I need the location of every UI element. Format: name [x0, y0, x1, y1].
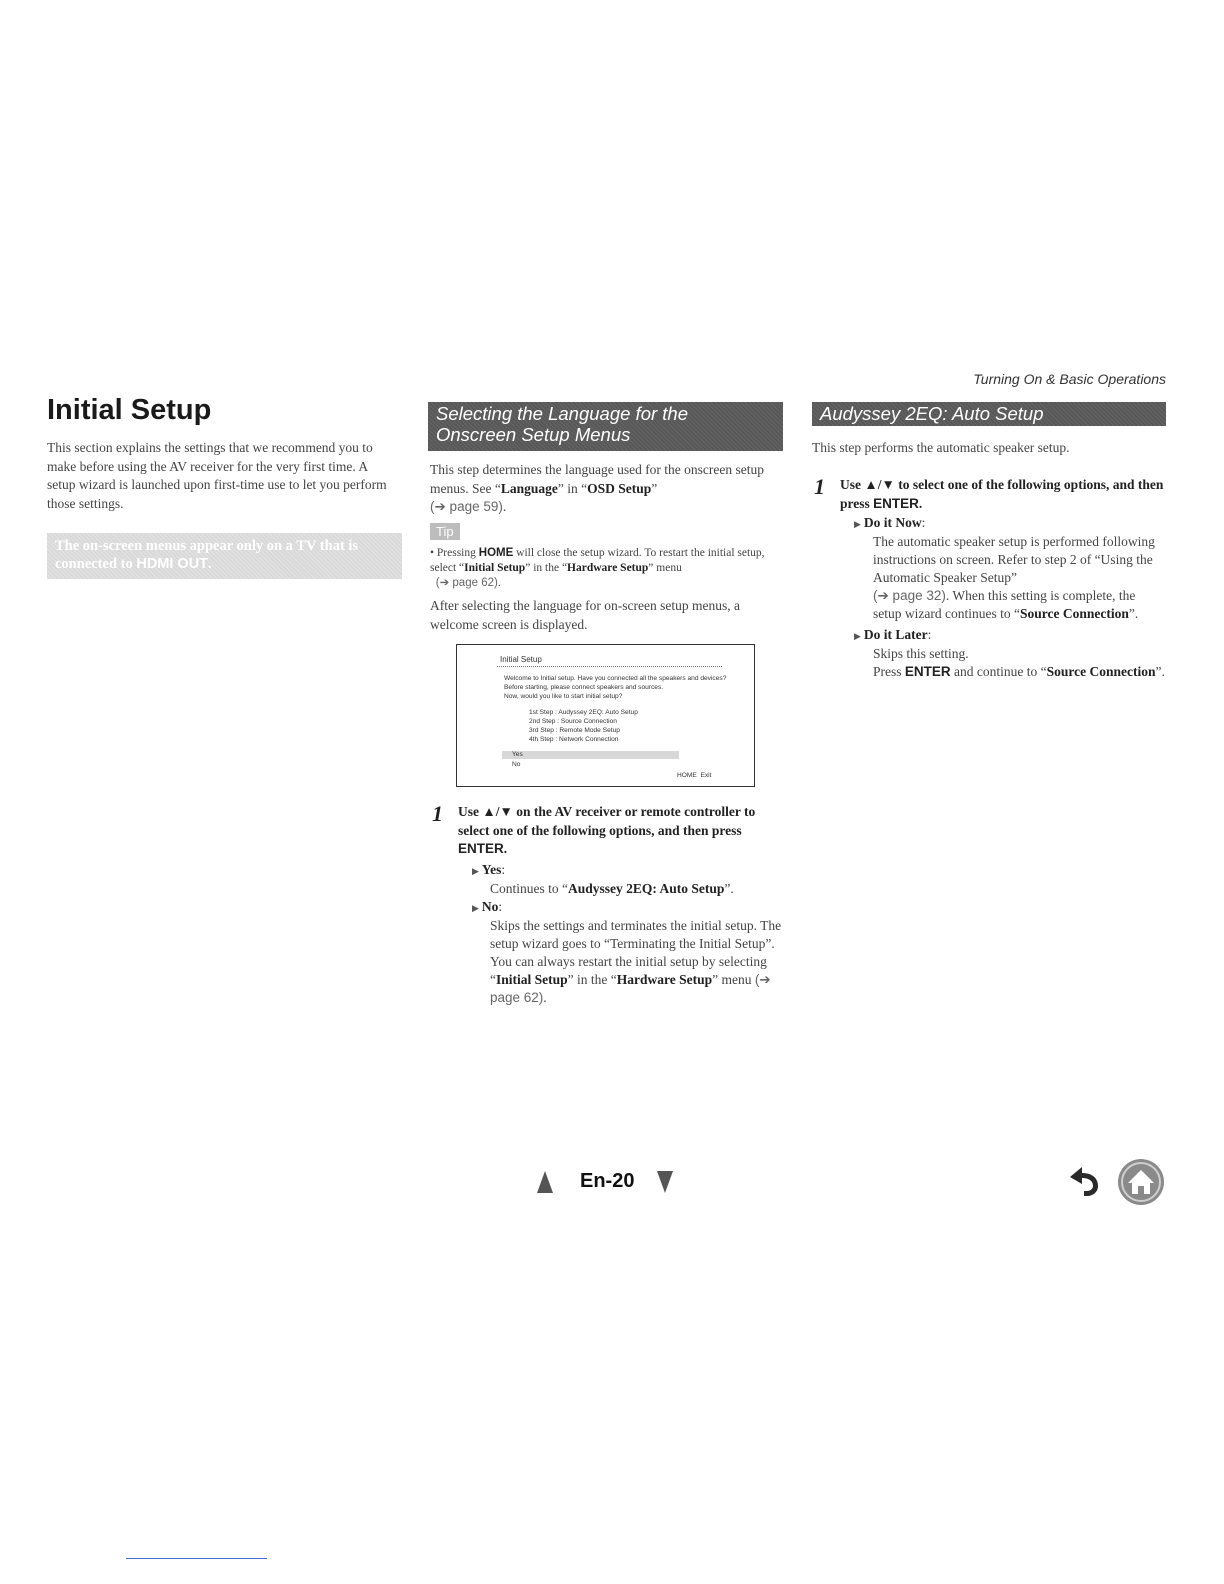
page-title: Initial Setup	[47, 394, 212, 426]
audyssey-paragraph: This step performs the automatic speaker setup.	[812, 440, 1070, 455]
step-instruction-audyssey: Use ▲/▼ to select one of the following options, and then press ENTER.	[840, 477, 1164, 511]
back-icon[interactable]	[1064, 1164, 1104, 1198]
screen-title: Initial Setup	[500, 655, 542, 664]
footnote-rule	[126, 1558, 267, 1559]
screen-option-no[interactable]: No	[512, 761, 521, 768]
intro-paragraph: This section explains the settings that we recommend you to make before using the AV receiver for the very first time. A setup wizard is launched upon first-time use to let you perform those settings.	[47, 440, 387, 511]
note-box: The on-screen menus appear only on a TV that is connected to HDMI OUT.	[47, 533, 402, 579]
screen-footer: HOME Exit	[677, 772, 712, 779]
step-number-audyssey: 1	[814, 474, 825, 499]
previous-page-arrow-icon[interactable]	[537, 1171, 553, 1193]
page-link-62[interactable]: (➔ page 62)	[490, 972, 771, 1005]
page-link-32[interactable]: (➔ page 32)	[873, 588, 946, 603]
page-link-59[interactable]: (➔ page 59)	[430, 499, 503, 514]
triangle-icon: ▶	[854, 631, 861, 641]
triangle-icon: ▶	[472, 866, 479, 876]
home-icon[interactable]	[1116, 1157, 1166, 1207]
section-heading-audyssey: Audyssey 2EQ: Auto Setup	[812, 402, 1166, 426]
triangle-icon: ▶	[472, 903, 479, 913]
note-highlight: HDMI OUT	[136, 556, 209, 572]
welcome-paragraph: After selecting the language for on-screen setup menus, a welcome screen is displayed.	[430, 598, 741, 632]
triangle-icon: ▶	[854, 519, 861, 529]
section-heading-language: Selecting the Language for the Onscreen Setup Menus	[428, 402, 783, 451]
note-text: The on-screen menus appear only on a TV that is connected to	[55, 538, 359, 572]
tip-label: Tip	[430, 523, 460, 540]
next-page-arrow-icon[interactable]	[657, 1171, 673, 1193]
welcome-screen: Initial Setup Welcome to Initial setup. Have you connected all the speakers and devices? Before starting, please connect speakers and sources. Now, would you like to start initial setup? 1st Step : Audyssey 2EQ: Auto Setup 2nd Step : Source Connection 3rd Step : Remote Mode Setup 4th Step : Network Connection Yes No HOME Exit	[456, 644, 755, 787]
option-no: ▶ No: Skips the settings and terminates the initial setup. The setup wizard goes to “Terminating the Initial Setup”. You can always restart the initial setup by selecting “Initial Setup” in the “Hardware Setup” menu (➔ page 62).	[472, 899, 782, 1005]
option-do-it-later: ▶ Do it Later: Skips this setting. Press ENTER and continue to “Source Connection”.	[854, 627, 1165, 679]
option-yes: ▶ Yes: Continues to “Audyssey 2EQ: Auto Setup”.	[472, 862, 734, 896]
screen-divider	[497, 666, 722, 667]
page-link-62-tip[interactable]: (➔ page 62)	[435, 577, 498, 589]
option-do-it-now: ▶ Do it Now: The automatic speaker setup is performed following instructions on screen. Refer to step 2 of “Using the Automatic Speaker Setup” (➔ page 32). When this setting is complete, the setup wizard continues to “Source Connection”.	[854, 515, 1155, 621]
step-instruction: Use ▲/▼ on the AV receiver or remote controller to select one of the following options, and then press ENTER.	[458, 804, 756, 856]
step-number: 1	[432, 801, 443, 826]
running-head: Turning On & Basic Operations	[973, 371, 1166, 387]
tip-text: • Pressing HOME will close the setup wizard. To restart the initial setup, select “Initial Setup” in the “Hardware Setup” menu (➔ page 62).	[430, 547, 765, 589]
page-number: En-20	[580, 1170, 635, 1192]
screen-option-yes[interactable]: Yes	[502, 751, 679, 759]
language-paragraph: This step determines the language used for the onscreen setup menus. See “Language” in “OSD Setup” (➔ page 59).	[430, 462, 765, 514]
